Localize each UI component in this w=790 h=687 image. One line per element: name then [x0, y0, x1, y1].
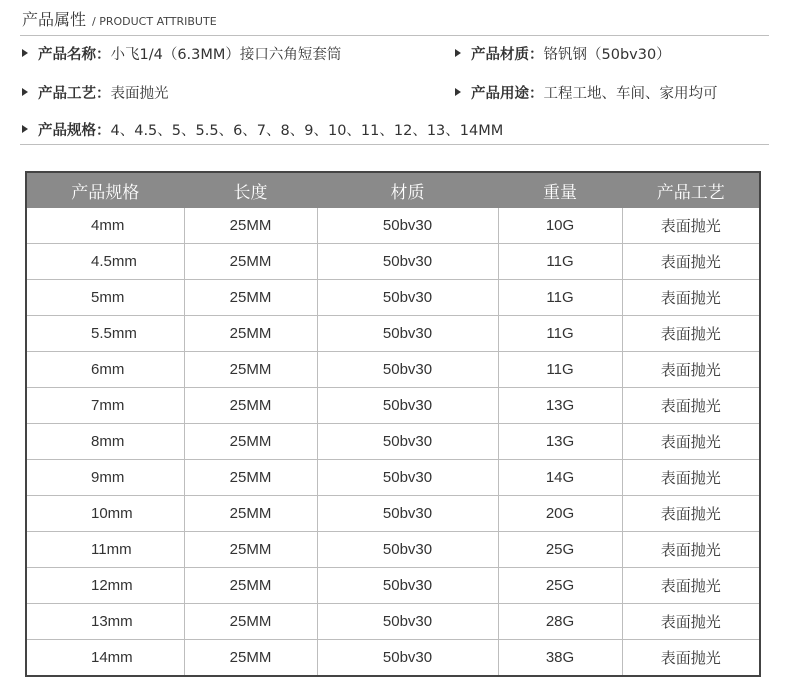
cell-process: 表面抛光 [622, 532, 760, 568]
cell-material: 50bv30 [317, 208, 498, 244]
cell-size: 12mm [26, 568, 184, 604]
cell-process: 表面抛光 [622, 316, 760, 352]
attr-specs [22, 119, 503, 139]
spec-table [25, 171, 761, 677]
cell-size: 14mm [26, 640, 184, 677]
header-size: 产品规格 [26, 172, 184, 208]
table-row [26, 280, 760, 316]
cell-length: 25MM [184, 424, 317, 460]
cell-material: 50bv30 [317, 532, 498, 568]
cell-length: 25MM [184, 208, 317, 244]
table-row [26, 568, 760, 604]
attr-value: 4、4.5、5、5.5、6、7、8、9、10、11、12、13、14MM [110, 122, 504, 139]
table-header-row [26, 172, 760, 208]
cell-weight: 25G [498, 532, 622, 568]
cell-process: 表面抛光 [622, 244, 760, 280]
cell-material: 50bv30 [317, 352, 498, 388]
cell-length: 25MM [184, 316, 317, 352]
cell-length: 25MM [184, 244, 317, 280]
triangle-bullet-icon [455, 49, 461, 57]
table-row [26, 640, 760, 677]
cell-material: 50bv30 [317, 568, 498, 604]
table-row [26, 424, 760, 460]
cell-weight: 11G [498, 316, 622, 352]
cell-process: 表面抛光 [622, 424, 760, 460]
triangle-bullet-icon [22, 125, 28, 133]
table-row [26, 532, 760, 568]
triangle-bullet-icon [455, 88, 461, 96]
cell-material: 50bv30 [317, 640, 498, 677]
cell-weight: 11G [498, 244, 622, 280]
triangle-bullet-icon [22, 49, 28, 57]
header-length: 长度 [184, 172, 317, 208]
section-title: 产品属性 [22, 10, 87, 29]
cell-process: 表面抛光 [622, 640, 760, 677]
cell-weight: 13G [498, 388, 622, 424]
cell-weight: 25G [498, 568, 622, 604]
cell-size: 6mm [26, 352, 184, 388]
attr-value: 铬钒钢（50bv30） [543, 46, 671, 63]
cell-weight: 11G [498, 280, 622, 316]
cell-weight: 38G [498, 640, 622, 677]
cell-length: 25MM [184, 568, 317, 604]
cell-process: 表面抛光 [622, 388, 760, 424]
cell-process: 表面抛光 [622, 496, 760, 532]
cell-weight: 14G [498, 460, 622, 496]
table-row [26, 316, 760, 352]
cell-weight: 20G [498, 496, 622, 532]
cell-size: 8mm [26, 424, 184, 460]
table-row [26, 604, 760, 640]
cell-material: 50bv30 [317, 460, 498, 496]
table-row [26, 352, 760, 388]
cell-length: 25MM [184, 604, 317, 640]
cell-process: 表面抛光 [622, 352, 760, 388]
divider-bottom [20, 144, 769, 145]
cell-process: 表面抛光 [622, 604, 760, 640]
table-row [26, 244, 760, 280]
cell-process: 表面抛光 [622, 568, 760, 604]
attr-key: 产品名称： [38, 46, 111, 63]
cell-size: 13mm [26, 604, 184, 640]
table-row [26, 388, 760, 424]
attr-process [22, 82, 169, 102]
attr-usage [455, 82, 718, 102]
cell-size: 4mm [26, 208, 184, 244]
cell-length: 25MM [184, 532, 317, 568]
attr-key: 产品工艺： [38, 85, 111, 102]
cell-material: 50bv30 [317, 388, 498, 424]
cell-weight: 13G [498, 424, 622, 460]
cell-size: 11mm [26, 532, 184, 568]
attr-key: 产品材质： [471, 46, 544, 63]
attr-key: 产品规格： [38, 122, 111, 139]
cell-size: 7mm [26, 388, 184, 424]
cell-length: 25MM [184, 496, 317, 532]
cell-size: 4.5mm [26, 244, 184, 280]
cell-weight: 11G [498, 352, 622, 388]
table-body [26, 208, 760, 677]
cell-process: 表面抛光 [622, 280, 760, 316]
cell-size: 5.5mm [26, 316, 184, 352]
header-material: 材质 [317, 172, 498, 208]
cell-weight: 28G [498, 604, 622, 640]
cell-length: 25MM [184, 352, 317, 388]
cell-material: 50bv30 [317, 280, 498, 316]
attr-value: 工程工地、车间、家用均可 [543, 85, 718, 102]
table-row [26, 460, 760, 496]
cell-material: 50bv30 [317, 496, 498, 532]
cell-material: 50bv30 [317, 316, 498, 352]
cell-length: 25MM [184, 280, 317, 316]
cell-length: 25MM [184, 640, 317, 677]
cell-process: 表面抛光 [622, 460, 760, 496]
cell-material: 50bv30 [317, 424, 498, 460]
attr-value: 表面抛光 [110, 85, 169, 102]
triangle-bullet-icon [22, 88, 28, 96]
section-header [22, 6, 217, 30]
cell-length: 25MM [184, 388, 317, 424]
divider-top [20, 35, 769, 36]
cell-length: 25MM [184, 460, 317, 496]
table-row [26, 208, 760, 244]
attr-product-name [22, 43, 341, 63]
section-subtitle: / PRODUCT ATTRIBUTE [92, 15, 217, 28]
attr-value: 小飞1/4（6.3MM）接口六角短套筒 [110, 46, 342, 63]
attr-material [455, 43, 671, 63]
cell-material: 50bv30 [317, 604, 498, 640]
cell-size: 10mm [26, 496, 184, 532]
cell-material: 50bv30 [317, 244, 498, 280]
cell-weight: 10G [498, 208, 622, 244]
attr-key: 产品用途： [471, 85, 544, 102]
header-weight: 重量 [498, 172, 622, 208]
cell-process: 表面抛光 [622, 208, 760, 244]
table-row [26, 496, 760, 532]
cell-size: 9mm [26, 460, 184, 496]
cell-size: 5mm [26, 280, 184, 316]
header-process: 产品工艺 [622, 172, 760, 208]
